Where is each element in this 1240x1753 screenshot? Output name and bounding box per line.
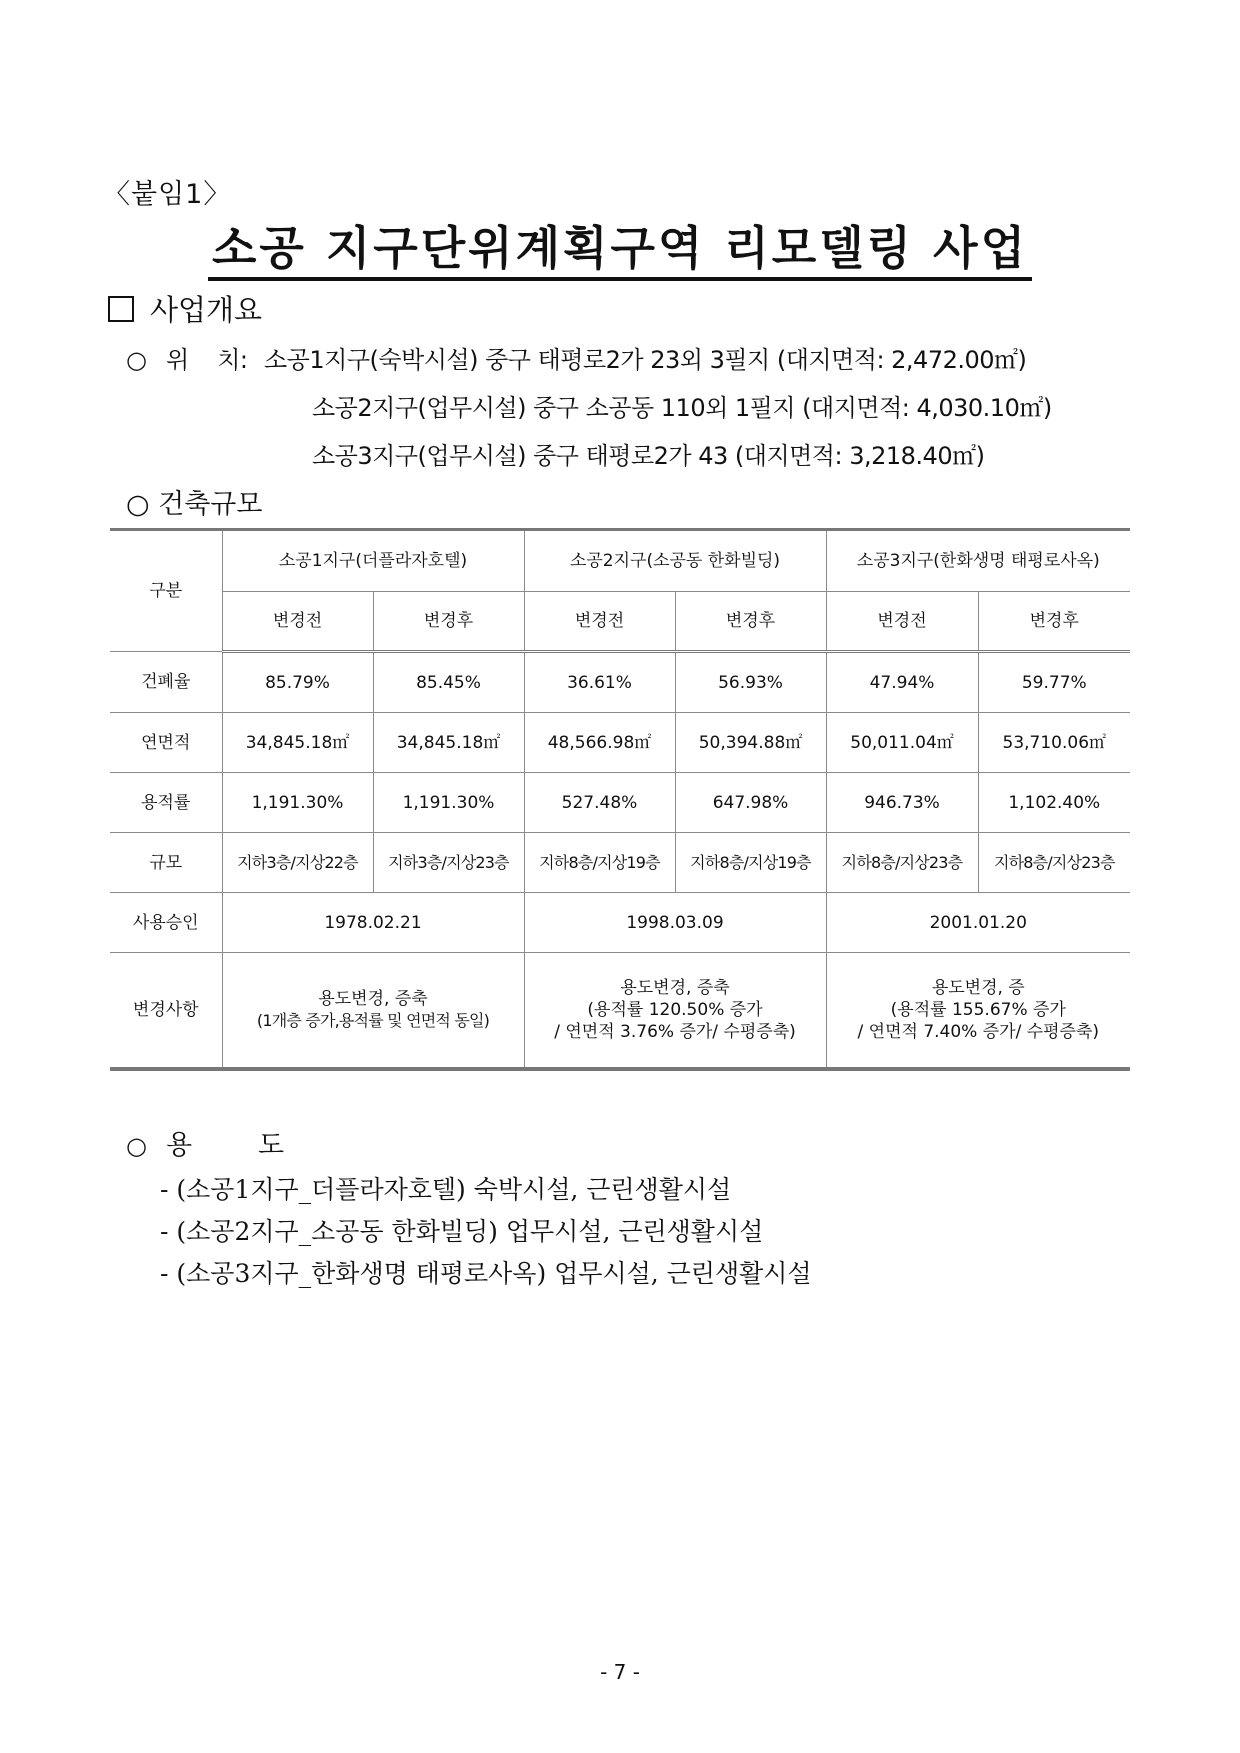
table-cell: 1,191.30%: [222, 773, 373, 833]
subheader-before: 변경전: [222, 592, 373, 652]
page-number: - 7 -: [600, 1660, 640, 1684]
table-cell: 2001.01.20: [826, 893, 1130, 953]
usage-heading-a: 용: [166, 1130, 193, 1161]
district-2-header: 소공2지구(소공동 한화빌딩): [524, 530, 826, 592]
table-cell: 1978.02.21: [222, 893, 524, 953]
change-line: (1개층 증가,용적률 및 연면적 동일): [256, 1011, 490, 1030]
table-cell: 647.98%: [675, 773, 826, 833]
location-row-1: [126, 340, 1026, 375]
table-cell: 1,102.40%: [978, 773, 1130, 833]
district-1-header: 소공1지구(더플라자호텔): [222, 530, 524, 592]
header-corner-cell: 구분: [110, 530, 222, 652]
table-cell: 59.77%: [978, 652, 1130, 713]
row-label: 용적률: [110, 773, 222, 833]
table-cell: 34,845.18㎡: [373, 713, 524, 773]
row-label: 건폐율: [110, 652, 222, 713]
location-row-3: [312, 436, 984, 471]
table-header-row: [110, 530, 1130, 592]
table-cell: 53,710.06㎡: [978, 713, 1130, 773]
overview-heading: [108, 288, 262, 329]
change-line: / 연면적 3.76% 증가/ 수평증축): [554, 1022, 796, 1042]
usage-heading: [126, 1123, 284, 1162]
usage-item-3: - (소공3지구_한화생명 태평로사옥) 업무시설, 근린생활시설: [160, 1259, 812, 1288]
table-cell: 지하8층/지상19층: [675, 833, 826, 893]
usage-heading-b: 도: [258, 1130, 285, 1161]
table-row: [110, 953, 1130, 1070]
change-line: 용도변경, 증축: [620, 978, 730, 998]
change-line: (용적률 155.67% 증가: [890, 1000, 1066, 1020]
table-row: [110, 773, 1130, 833]
page-title: [0, 212, 1240, 278]
subheader-after: 변경후: [978, 592, 1130, 652]
location-text-1: 소공1지구(숙박시설) 중구 태평로2가 23외 3필지 (대지면적: 2,472.00㎡): [264, 346, 1027, 374]
district-3-header: 소공3지구(한화생명 태평로사옥): [826, 530, 1130, 592]
usage-item-2: - (소공2지구_소공동 한화빌딩) 업무시설, 근린생활시설: [160, 1217, 764, 1246]
table-row: [110, 893, 1130, 953]
subheader-before: 변경전: [524, 592, 675, 652]
table-row: [110, 833, 1130, 893]
table-cell: 1998.03.09: [524, 893, 826, 953]
building-scale-table: [110, 528, 1130, 1071]
table-cell: 48,566.98㎡: [524, 713, 675, 773]
table-cell: 47.94%: [826, 652, 978, 713]
table-subheader-row: [110, 592, 1130, 652]
row-label: 규모: [110, 833, 222, 893]
row-label: 변경사항: [110, 953, 222, 1070]
table-cell: 34,845.18㎡: [222, 713, 373, 773]
table-cell: 지하8층/지상19층: [524, 833, 675, 893]
change-line: (용적률 120.50% 증가: [587, 1000, 763, 1020]
circle-bullet-icon: ○: [126, 1132, 147, 1160]
table-cell: 527.48%: [524, 773, 675, 833]
circle-bullet-icon: ○: [126, 346, 147, 374]
table-cell: 85.45%: [373, 652, 524, 713]
subheader-after: 변경후: [675, 592, 826, 652]
table-cell: 지하3층/지상22층: [222, 833, 373, 893]
usage-item-1: - (소공1지구_더플라자호텔) 숙박시설, 근린생활시설: [160, 1175, 732, 1204]
overview-heading-text: 사업개요: [150, 293, 263, 327]
table-cell: 946.73%: [826, 773, 978, 833]
building-scale-heading: ○ 건축규모: [126, 489, 263, 520]
row-label: 연면적: [110, 713, 222, 773]
location-text-3: 소공3지구(업무시설) 중구 태평로2가 43 (대지면적: 3,218.40㎡): [312, 442, 985, 470]
attachment-label: 〈붙임1〉: [103, 179, 232, 210]
table-cell: 50,394.88㎡: [675, 713, 826, 773]
change-line: 용도변경, 증축: [318, 989, 428, 1009]
location-row-2: [312, 388, 1052, 423]
table-cell: 지하8층/지상23층: [978, 833, 1130, 893]
subheader-after: 변경후: [373, 592, 524, 652]
table-row: [110, 652, 1130, 713]
table-cell: [222, 953, 524, 1070]
checkbox-square-icon: [108, 296, 134, 322]
location-label: 위 치:: [166, 346, 248, 374]
table-row: [110, 713, 1130, 773]
table-cell: 1,191.30%: [373, 773, 524, 833]
table-cell: 36.61%: [524, 652, 675, 713]
table-cell: [826, 953, 1130, 1070]
change-line: / 연면적 7.40% 증가/ 수평증축): [857, 1022, 1100, 1042]
subheader-before: 변경전: [826, 592, 978, 652]
table-cell: 지하8층/지상23층: [826, 833, 978, 893]
table-cell: 50,011.04㎡: [826, 713, 978, 773]
row-label: 사용승인: [110, 893, 222, 953]
change-line: 용도변경, 증: [931, 978, 1025, 998]
location-text-2: 소공2지구(업무시설) 중구 소공동 110외 1필지 (대지면적: 4,030.10㎡): [312, 394, 1052, 422]
page-title-text: 소공 지구단위계획구역 리모델링 사업: [208, 221, 1032, 281]
table-cell: [524, 953, 826, 1070]
table-cell: 지하3층/지상23층: [373, 833, 524, 893]
table-cell: 85.79%: [222, 652, 373, 713]
table-cell: 56.93%: [675, 652, 826, 713]
